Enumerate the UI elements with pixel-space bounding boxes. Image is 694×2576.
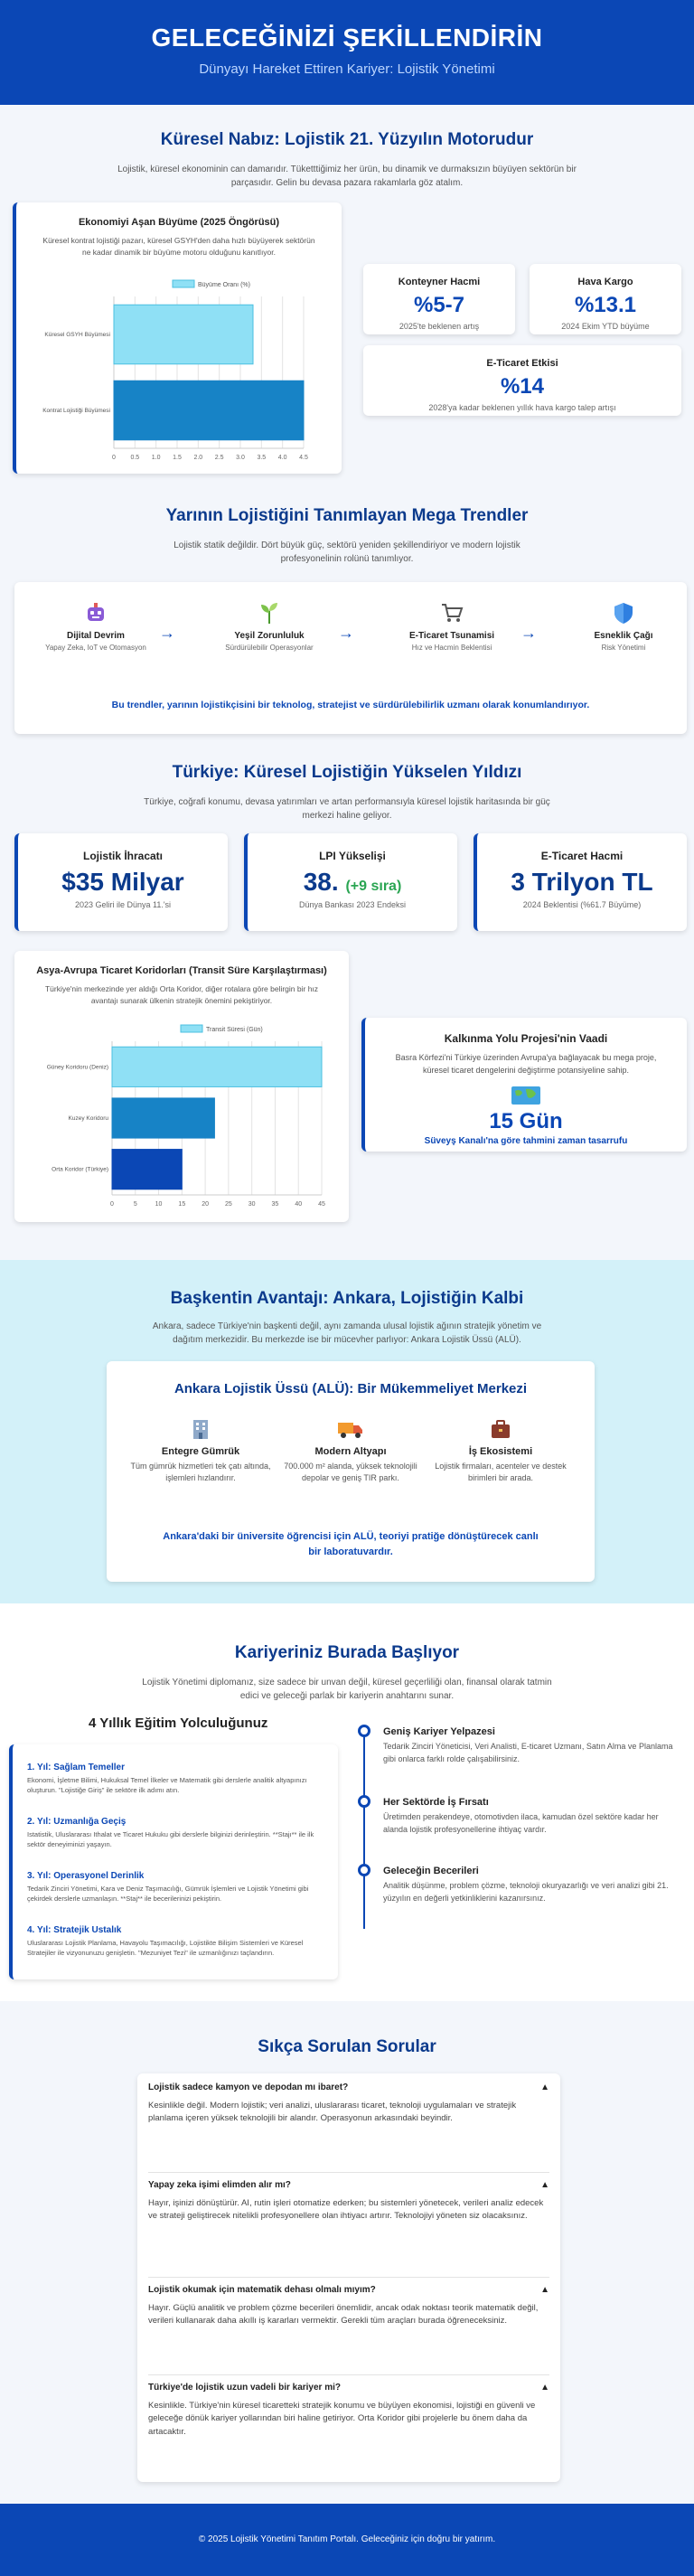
chevron-up-icon[interactable]: ▲	[540, 2383, 549, 2393]
faq-answer: Hayır, işinizi dönüştürür. AI, rutin işleri otomatize ederken; bu sistemleri yönetecek, verileri analiz edecek ve strateji geliştirecek nitelikli profesyonellere olan ihtiyacı artırır. Teknolojiyi yöneten siz olacaksınız.	[148, 2198, 544, 2222]
point-text: Üretimden perakendeye, otomotivden ilaca, kamudan özel sektöre kadar her alanda lojistik profesyonellerine ihtiyaç vardır.	[383, 1812, 659, 1834]
ankara-title: Başkentin Avantajı: Ankara, Lojistiğin Kalbi	[170, 1289, 524, 1308]
alu-conclusion: Ankara'daki bir üniversite öğrencisi için ALÜ, teoriyi pratiğe dönüştürecek canlı bir laboratuvardır.	[163, 1531, 539, 1557]
stat-card-lpi	[244, 833, 457, 931]
career-title: Kariyeriniz Burada Başlıyor	[234, 1643, 460, 1662]
bar	[112, 1098, 214, 1138]
legend-label: Transit Süresi (Gün)	[206, 1027, 263, 1033]
year-title: 3. Yıl: Operasyonel Derinlik	[27, 1871, 145, 1881]
arrow-right-icon: →	[520, 624, 537, 642]
turkey-title: Türkiye: Küresel Lojistiğin Yükselen Yıldızı	[172, 763, 522, 782]
growth-chart	[16, 273, 342, 468]
faq-question-text: Lojistik sadece kamyon ve depodan mı ibaret?	[148, 2082, 349, 2092]
hero-subtitle: Dünyayı Hareket Ettiren Kariyer: Lojistik Yönetimi	[199, 61, 495, 77]
year-title: 2. Yıl: Uzmanlığa Geçiş	[27, 1817, 127, 1827]
bar	[114, 381, 304, 440]
career-section	[0, 1603, 694, 2001]
trend-sub: Risk Yönetimi	[601, 644, 646, 652]
x-tick-label: 4.5	[299, 455, 308, 461]
faq-title: Sıkça Sorulan Sorular	[258, 2037, 436, 2056]
x-tick-label: 1.0	[151, 455, 161, 461]
year-item	[27, 1871, 325, 1904]
trend-label: Dijital Devrim	[67, 631, 125, 641]
feature-text: 700.000 m² alanda, yüksek teknolojili depolar ve geniş TIR parkı.	[284, 1462, 417, 1482]
stat-value: 3 Trilyon TL	[511, 868, 653, 896]
trend-sub: Hız ve Hacmin Beklentisi	[411, 644, 492, 652]
trend-resilience	[569, 600, 678, 653]
trend-label: Yeşil Zorunluluk	[234, 631, 305, 641]
footer	[0, 2504, 694, 2576]
turkey-section	[0, 756, 694, 1260]
education-title: 4 Yıllık Eğitim Yolculuğunuz	[89, 1716, 268, 1731]
stat-title: E-Ticaret Etkisi	[486, 358, 558, 369]
growth-chart-card	[13, 202, 342, 474]
chevron-up-icon[interactable]: ▲	[540, 2180, 549, 2190]
legend-swatch	[173, 280, 194, 287]
alu-card-title: Ankara Lojistik Üssü (ALÜ): Bir Mükemmeliyet Merkezi	[174, 1381, 528, 1396]
feature-label: Entegre Gümrük	[161, 1446, 240, 1457]
point-title: Her Sektörde İş Fırsatı	[383, 1797, 489, 1808]
faq-question[interactable]	[148, 2285, 549, 2295]
alu-card	[107, 1361, 595, 1582]
x-tick-label: 10	[155, 1201, 163, 1208]
global-title: Küresel Nabız: Lojistik 21. Yüzyılın Motorudur	[160, 130, 534, 149]
faq-item[interactable]	[148, 2180, 549, 2278]
world-map-icon	[511, 1084, 541, 1107]
vaat-title: Kalkınma Yolu Projesi'nin Vaadi	[444, 1032, 608, 1045]
x-tick-label: 3.0	[236, 455, 245, 461]
x-tick-label: 15	[178, 1201, 186, 1208]
hero-banner	[0, 0, 694, 105]
faq-answer: Kesinlikle değil. Modern lojistik; veri analizi, uluslararası ticaret, teknoloji uygulamaları ve stratejik planlama içeren yüksek teknolojili bir alandır. Operasyonun arkasındaki beyindir.	[148, 2101, 517, 2124]
x-tick-label: 30	[248, 1201, 256, 1208]
stat-note: 2025'te beklenen artış	[399, 322, 480, 331]
career-point	[383, 1726, 681, 1765]
x-tick-label: 1.5	[173, 455, 182, 461]
corridor-chart-card	[14, 951, 349, 1222]
legend-label: Büyüme Oranı (%)	[198, 282, 250, 288]
growth-chart-title: Ekonomiyi Aşan Büyüme (2025 Öngörüsü)	[78, 217, 280, 228]
trends-section	[0, 503, 694, 756]
stat-value	[248, 868, 457, 897]
career-point	[383, 1797, 681, 1836]
year-item	[27, 1817, 325, 1850]
chevron-up-icon[interactable]: ▲	[540, 2285, 549, 2295]
year-text: Uluslararası Lojistik Planlama, Havayolu Taşımacılığı, Lojistikte Bilişim Sistemleri ve Küresel Stratejiler ile vizyonunuzu genişletin. "Mezuniyet Tezi" ile uzmanlığınızı taçlandırın.	[27, 1939, 304, 1957]
trend-sub: Sürdürülebilir Operasyonlar	[225, 644, 314, 652]
year-title: 1. Yıl: Sağlam Temeller	[27, 1763, 126, 1772]
trends-conclusion: Bu trendler, yarının lojistikçisini bir teknolog, stratejist ve sürdürülebilirlik uzmanı olarak konumlandırıyor.	[111, 700, 590, 710]
vaat-text: Basra Körfezi'ni Türkiye üzerinden Avrupa'ya bağlayacak bu mega proje, küresel ticaret dengelerini değiştirme potansiyeline sahip.	[395, 1053, 657, 1075]
x-tick-label: 0	[112, 455, 116, 461]
x-tick-label: 35	[271, 1201, 279, 1208]
stat-title: LPI Yükselişi	[319, 850, 386, 862]
career-subtitle: Lojistik Yönetimi diplomanız, size sadece bir unvan değil, küresel geçerliliği olan, finansal olarak tatmin edici ve geleceği parlak bir kariyerin anahtarını sunar.	[142, 1678, 552, 1701]
year-text: Tedarik Zinciri Yönetimi, Kara ve Deniz Taşımacılığı, Gümrük İşlemleri ve Lojistik Yönetimi gibi çekirdek derslerle uzmanlaşın. **Staj** ile becerilerinizi pekiştirin.	[27, 1885, 309, 1903]
trend-label: Esneklik Çağı	[594, 631, 653, 641]
hero-title: GELECEĞİNİZİ ŞEKİLLENDİRİN	[151, 24, 543, 52]
ankara-subtitle: Ankara, sadece Türkiye'nin başkenti değil, aynı zamanda ulusal lojistik ağının stratejik yönetim ve dağıtım merkezidir. Bu merkezde ise bir mücevher parlıyor: Ankara Lojistik Üssü (ALÜ).	[152, 1321, 542, 1345]
year-title: 4. Yıl: Stratejik Ustalık	[27, 1925, 122, 1935]
chart-legend	[173, 280, 250, 288]
feature-infrastructure	[278, 1417, 423, 1483]
faq-question[interactable]	[148, 2383, 549, 2393]
year-item	[27, 1925, 325, 1959]
trend-digital	[42, 600, 150, 653]
year-item	[27, 1763, 325, 1796]
x-tick-label: 45	[318, 1201, 325, 1208]
x-tick-label: 40	[295, 1201, 303, 1208]
feature-ecosystem	[428, 1417, 573, 1483]
year-text: Istatistik, Uluslararası Ithalat ve Ticaret Hukuku gibi derslerle bilginizi derinleştirin. **Stajı** ile ilk sektör deneyiminizi yaşayın.	[27, 1830, 314, 1848]
point-title: Geleceğin Becerileri	[383, 1866, 479, 1876]
stat-title: E-Ticaret Hacmi	[540, 850, 624, 862]
shopping-cart-icon	[439, 600, 464, 625]
faq-answer: Hayır. Güçlü analitik ve problem çözme becerileri önemlidir, ancak odak noktası teorik matematik değil, verileri kullanarak daha akıllı iş kararları vermektir. Gerekli tüm araçları burada öğreneceksiniz.	[148, 2303, 539, 2327]
trends-card	[14, 582, 687, 734]
x-tick-label: 0	[110, 1201, 114, 1208]
x-tick-label: 25	[224, 1201, 232, 1208]
stat-note: Dünya Bankası 2023 Endeksi	[298, 900, 407, 909]
bar	[112, 1047, 322, 1086]
feature-label: Modern Altyapı	[314, 1446, 387, 1457]
vaat-value: 15 Gün	[489, 1109, 563, 1133]
legend-swatch	[181, 1025, 202, 1032]
bar	[112, 1150, 182, 1189]
category-label: Güney Koridoru (Deniz)	[46, 1064, 108, 1071]
point-text: Analitik düşünme, problem çözme, teknoloji okuryazarlığı ve veri analizi gibi 21. yüzyılın en değerli yetkinliklerini kazanırsınız.	[383, 1881, 669, 1903]
faq-item[interactable]	[148, 2383, 549, 2473]
year-text: Ekonomi, İşletme Bilimi, Hukuksal Temel İlkeler ve Matematik gibi derslerle analitik altyapınızı oluşturun. "Lojistiğe Giriş" ile sektöre ilk adımı atın.	[27, 1776, 307, 1794]
stat-value: %13.1	[574, 293, 637, 317]
faq-question-text: Lojistik okumak için matematik dehası olmalı mıyım?	[148, 2285, 376, 2295]
faq-item[interactable]	[148, 2082, 549, 2173]
vaat-note: Süveyş Kanalı'na göre tahmini zaman tasarrufu	[424, 1136, 628, 1146]
global-subtitle: Lojistik, küresel ekonominin can damarıdır. Tüketttiğimiz her ürün, bu dinamik ve durmaksızın büyüyen sektörün bir parçasıdır. Gelin bu devasa pazara rakamlarla göz atalım.	[117, 165, 577, 188]
trend-label: E-Ticaret Tsunamisi	[408, 631, 495, 641]
corridor-chart-title: Asya-Avrupa Ticaret Koridorları (Transit Süre Karşılaştırması)	[36, 965, 327, 976]
robot-icon	[83, 600, 108, 625]
footer-text: © 2025 Lojistik Yönetimi Tanıtım Portalı. Geleceğiniz için doğru bir yatırım.	[198, 2534, 496, 2544]
faq-question-text: Yapay zeka işimi elimden alır mı?	[148, 2180, 291, 2190]
stat-card-turkey-ecommerce	[474, 833, 687, 931]
briefcase-icon	[489, 1417, 512, 1441]
chevron-up-icon[interactable]: ▲	[540, 2082, 549, 2092]
stat-value: $35 Milyar	[61, 868, 184, 896]
x-tick-label: 5	[133, 1201, 137, 1208]
feature-text: Tüm gümrük hizmetleri tek çatı altında, işlemleri hızlandırır.	[130, 1462, 271, 1482]
shield-icon	[611, 600, 636, 625]
stat-note: 2023 Geliri ile Dünya 11.'si	[74, 900, 172, 909]
stat-note: 2024 Ekim YTD büyüme	[561, 322, 650, 331]
category-label: Küresel GSYH Büyümesi	[44, 332, 110, 338]
x-tick-label: 0.5	[130, 455, 140, 461]
lpi-rank: 38.	[303, 868, 339, 896]
trend-sub: Yapay Zeka, IoT ve Otomasyon	[45, 644, 146, 652]
faq-question[interactable]	[148, 2082, 549, 2092]
x-tick-label: 4.0	[277, 455, 287, 461]
lpi-change: (+9 sıra)	[345, 879, 402, 894]
trends-subtitle: Lojistik statik değildir. Dört büyük güç, sektörü yeniden şekillendiriyor ve modern lojistik profesyonelinin rolünü tanımlıyor.	[174, 541, 520, 564]
timeline-line	[363, 1730, 365, 1929]
faq-list	[137, 2073, 560, 2482]
faq-question-text: Türkiye'de lojistik uzun vadeli bir kariyer mi?	[148, 2383, 342, 2393]
global-section	[0, 105, 694, 503]
turkey-subtitle: Türkiye, coğrafi konumu, devasa yatırımları ve artan performansıyla küresel lojistik haritasında bir güç merkezi haline geliyor.	[144, 797, 550, 821]
trend-green	[215, 600, 324, 653]
stat-card-ecommerce	[363, 345, 681, 416]
education-timeline	[9, 1744, 338, 1979]
timeline-dot	[358, 1725, 370, 1737]
x-tick-label: 20	[202, 1201, 210, 1208]
trend-ecommerce	[389, 600, 515, 653]
faq-answer: Kesinlikle. Türkiye'nin küresel ticaretteki stratejik konumu ve büyüyen ekonomisi, lojistiği en güvenli ve geleceğe dönük kariyer yollarından biri haline getiriyor. Orta Koridor gibi projelerle bu önem daha da artacaktır.	[148, 2401, 536, 2437]
stat-card-air	[530, 264, 681, 334]
stat-value: %14	[500, 374, 545, 399]
x-tick-label: 2.0	[193, 455, 203, 461]
career-point	[383, 1866, 681, 1904]
stat-card-container	[363, 264, 515, 334]
stat-note: 2028'ya kadar beklenen yıllık hava kargo talep artışı	[428, 403, 616, 412]
category-label: Orta Koridor (Türkiye)	[52, 1166, 108, 1173]
corridor-chart-subtitle: Türkiye'nin merkezinde yer aldığı Orta Koridor, diğer rotalara göre belirgin bir hız avantajı sunarak ülkenin stratejik önemini pekiştiriyor.	[44, 984, 319, 1005]
faq-section	[0, 2001, 694, 2504]
stat-title: Hava Kargo	[577, 277, 633, 287]
timeline-dot	[358, 1864, 370, 1876]
faq-question[interactable]	[148, 2180, 549, 2190]
building-icon	[189, 1417, 212, 1441]
chart-legend	[181, 1025, 263, 1033]
development-road-card	[361, 1018, 687, 1152]
stat-note: 2024 Beklentisi (%61.7 Büyüme)	[522, 900, 642, 909]
timeline-dot	[358, 1795, 370, 1808]
growth-chart-subtitle: Küresel kontrat lojistiği pazarı, küresel GSYH'den daha hızlı büyüyerek sektörün ne kadar dinamik bir büyüme motoru olduğunu kanıtlıyor.	[42, 236, 315, 257]
x-tick-label: 2.5	[214, 455, 224, 461]
seedling-icon	[257, 600, 282, 625]
stat-title: Konteyner Hacmi	[398, 277, 481, 287]
arrow-right-icon: →	[159, 624, 175, 642]
feature-text: Lojistik firmaları, acenteler ve destek birimleri bir arada.	[435, 1462, 567, 1482]
trends-title: Yarının Lojistiğini Tanımlayan Mega Trendler	[165, 506, 529, 525]
corridor-chart	[14, 1018, 349, 1217]
arrow-right-icon: →	[338, 624, 354, 642]
category-label: Kontrat Lojistiği Büyümesi	[42, 408, 110, 414]
feature-customs	[128, 1417, 273, 1483]
bar	[114, 305, 253, 364]
stat-title: Lojistik İhracatı	[82, 850, 164, 862]
point-text: Tedarik Zinciri Yöneticisi, Veri Analisti, E-ticaret Uzmanı, Satın Alma ve Planlama gibi onlarca farklı rolde çalışabilirsiniz.	[383, 1742, 673, 1763]
feature-label: İş Ekosistemi	[468, 1446, 533, 1457]
point-title: Geniş Kariyer Yelpazesi	[383, 1726, 495, 1737]
category-label: Kuzey Koridoru	[68, 1115, 108, 1122]
ankara-section	[0, 1260, 694, 1603]
truck-icon	[337, 1417, 364, 1441]
stat-card-export	[14, 833, 228, 931]
faq-item[interactable]	[148, 2285, 549, 2375]
x-tick-label: 3.5	[257, 455, 267, 461]
stat-value: %5-7	[413, 293, 465, 317]
